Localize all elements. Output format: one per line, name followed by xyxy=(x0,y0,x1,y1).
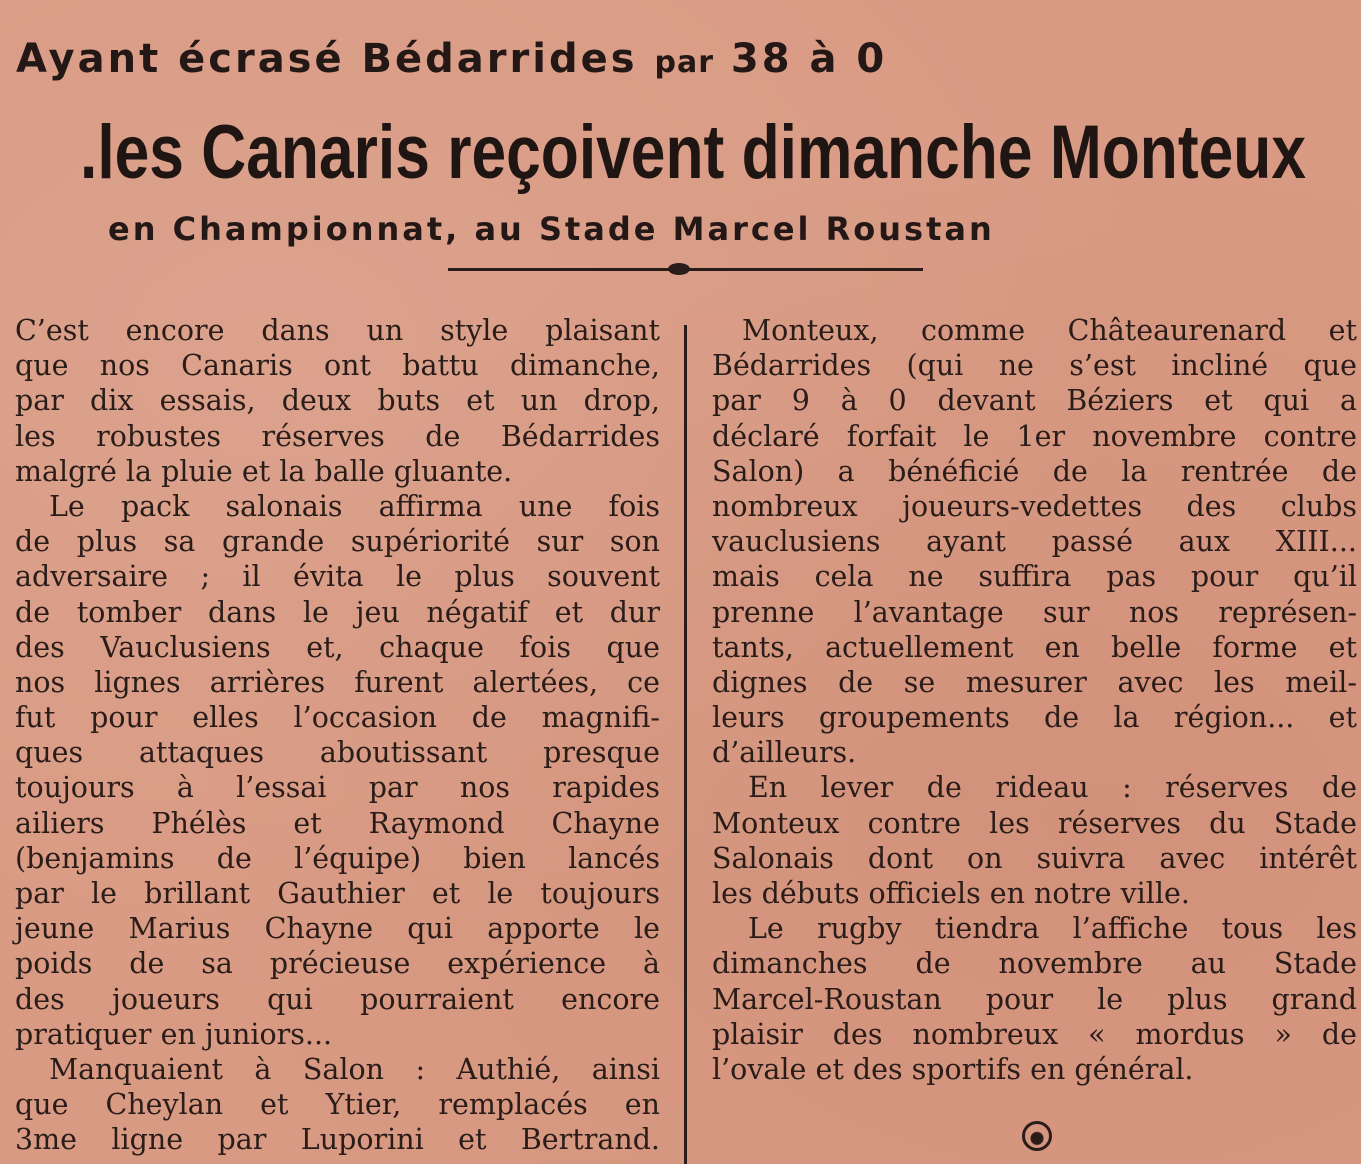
left-line: C’est encore dans un style plaisant xyxy=(15,314,660,347)
left-line: malgré la pluie et la balle gluante. xyxy=(15,454,513,488)
right-line: nombreux joueurs-vedettes des clubs xyxy=(712,489,1357,523)
right-line: l’ovale et des sportifs en général. xyxy=(712,1052,1194,1086)
right-line: d’ailleurs. xyxy=(712,736,857,770)
right-line: déclaré forfait le 1er novembre contre xyxy=(712,419,1357,453)
right-line: Salon) a bénéficié de la rentrée de xyxy=(712,454,1357,488)
right-line: Monteux contre les réserves du Stade xyxy=(712,806,1357,840)
kicker-headline xyxy=(16,36,1356,82)
right-line: Bédarrides (qui ne s’est incliné que xyxy=(712,349,1357,383)
right-line: Le rugby tiendra l’affiche tous les xyxy=(748,912,1357,946)
left-line: que Cheylan et Ytier, remplacés en xyxy=(15,1088,660,1122)
subheadline: en Championnat, au Stade Marcel Roustan xyxy=(108,210,995,248)
kicker-text-2: par xyxy=(654,45,714,80)
kicker-text-1: Ayant écrasé Bédarrides xyxy=(16,36,638,82)
end-of-article-icon xyxy=(1022,1121,1052,1151)
left-line: Manquaient à Salon : Authié, ainsi xyxy=(49,1052,660,1086)
right-line: dimanches de novembre au Stade xyxy=(712,947,1357,981)
rule-ornament xyxy=(668,263,690,275)
left-line: ques attaques aboutissant presque xyxy=(15,736,660,770)
left-line: des Vauclusiens et, chaque fois que xyxy=(15,630,660,664)
right-line: les débuts officiels en notre ville. xyxy=(712,877,1190,910)
right-line: Marcel-Roustan pour le plus grand xyxy=(712,982,1357,1016)
right-column xyxy=(712,313,1357,1087)
right-line: leurs groupements de la région... et xyxy=(712,701,1357,735)
right-line: plaisir des nombreux « mordus » de xyxy=(712,1017,1357,1051)
left-line: pratiquer en juniors... xyxy=(15,1017,333,1051)
left-line: par le brillant Gauthier et le toujours xyxy=(15,877,660,910)
right-line: prenne l’avantage sur nos représen- xyxy=(712,595,1357,629)
left-line: les robustes réserves de Bédarrides xyxy=(15,419,660,453)
right-line: mais cela ne suffira pas pour qu’il xyxy=(712,560,1357,594)
column-divider xyxy=(684,325,687,1164)
main-headline: .les Canaris reçoivent dimanche Monteux xyxy=(80,110,1307,195)
left-line: fut pour elles l’occasion de magnifi- xyxy=(15,701,660,735)
left-line: poids de sa précieuse expérience à xyxy=(15,947,660,981)
kicker-score: 38 à 0 xyxy=(730,36,888,82)
left-line: nos lignes arrières furent alertées, ce xyxy=(15,665,660,699)
left-line: de plus sa grande supériorité sur son xyxy=(15,525,660,559)
left-line: de tomber dans le jeu négatif et dur xyxy=(15,595,660,629)
left-line: jeune Marius Chayne qui apporte le xyxy=(15,912,660,946)
left-line: des joueurs qui pourraient encore xyxy=(15,982,660,1016)
left-line: par dix essais, deux buts et un drop, xyxy=(15,384,660,418)
left-column xyxy=(15,313,660,1158)
right-line: En lever de rideau : réserves de xyxy=(748,771,1357,805)
left-line: 3me ligne par Luporini et Bertrand. xyxy=(15,1123,660,1157)
left-line: que nos Canaris ont battu dimanche, xyxy=(15,349,660,383)
left-line: adversaire ; il évita le plus souvent xyxy=(15,560,660,594)
right-line: vauclusiens ayant passé aux XIII... xyxy=(712,525,1357,559)
left-line: ailiers Phélès et Raymond Chayne xyxy=(15,806,660,840)
right-line: Salonais dont on suivra avec intérêt xyxy=(712,841,1357,875)
right-line: Monteux, comme Châteaurenard et xyxy=(742,314,1357,347)
left-line: (benjamins de l’équipe) bien lancés xyxy=(15,841,660,875)
left-line: toujours à l’essai par nos rapides xyxy=(15,771,660,805)
right-line: tants, actuellement en belle forme et xyxy=(712,630,1357,664)
right-line: par 9 à 0 devant Béziers et qui a xyxy=(712,384,1357,418)
right-line: dignes de se mesurer avec les meil- xyxy=(712,665,1357,699)
left-line: Le pack salonais affirma une fois xyxy=(49,489,660,523)
